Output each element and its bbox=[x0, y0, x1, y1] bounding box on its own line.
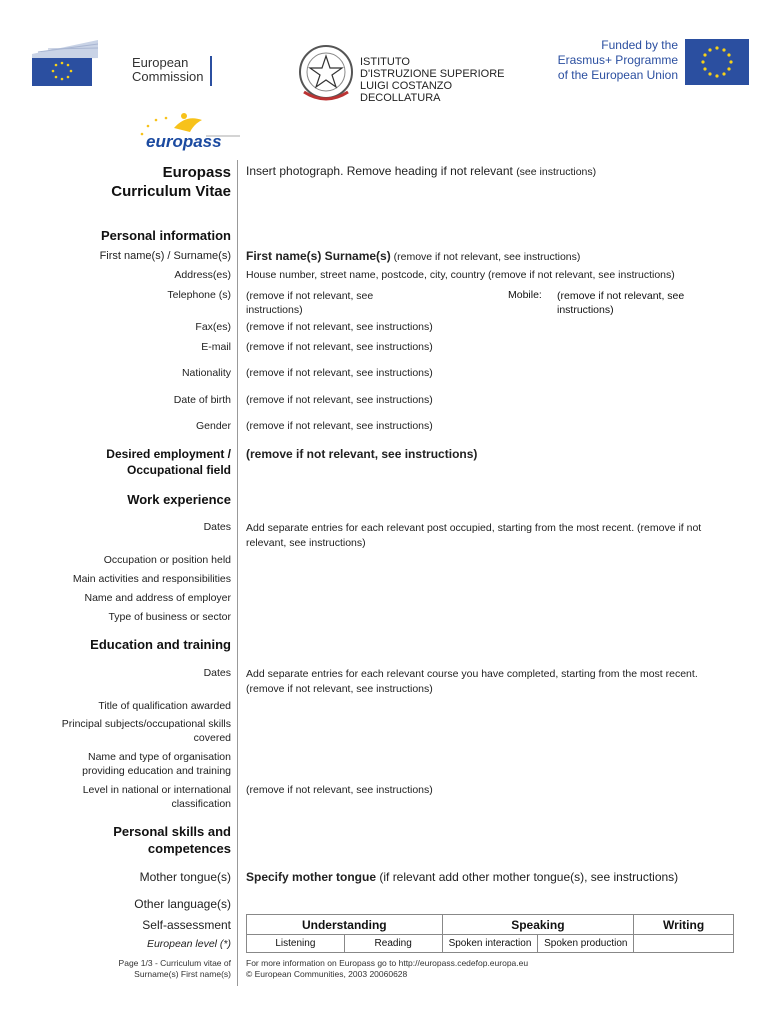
photo-note-text: Insert photograph. Remove heading if not relevant bbox=[246, 164, 513, 178]
education-heading: Education and training bbox=[90, 637, 231, 652]
ec-line1: European bbox=[132, 55, 189, 70]
nationality-value: (remove if not relevant, see instructions) bbox=[246, 367, 433, 379]
fax-label: Fax(es) bbox=[195, 321, 231, 333]
name-value-bold: First name(s) Surname(s) bbox=[246, 249, 391, 263]
mother-tongue-rest: (if relevant add other mother tongue(s), see instructions) bbox=[379, 870, 679, 884]
occupation-label: Occupation or position held bbox=[103, 554, 231, 566]
address-value: House number, street name, postcode, city, country (remove if not relevant, see instructions) bbox=[246, 269, 675, 281]
gender-value: (remove if not relevant, see instructions) bbox=[246, 420, 433, 432]
qualification-label: Title of qualification awarded bbox=[98, 700, 231, 712]
photo-note bbox=[246, 164, 596, 178]
writing-header: Writing bbox=[634, 915, 734, 935]
mother-tongue-label: Mother tongue(s) bbox=[139, 870, 231, 884]
edu-dates-label: Dates bbox=[203, 667, 231, 679]
europass-wordmark: europass bbox=[146, 132, 222, 151]
mother-tongue-bold: Specify mother tongue bbox=[246, 870, 377, 884]
activities-label: Main activities and responsibilities bbox=[72, 573, 231, 585]
reading-subheader: Reading bbox=[344, 935, 442, 953]
school-line4: DECOLLATURA bbox=[360, 92, 441, 104]
business-label: Type of business or sector bbox=[108, 611, 231, 623]
organisation-label: Name and type of organisation providing education and training bbox=[82, 751, 231, 777]
speaking-header: Speaking bbox=[442, 915, 634, 935]
subjects-label: Principal subjects/occupational skills covered bbox=[61, 718, 231, 744]
self-assessment-label: Self-assessment bbox=[142, 918, 231, 932]
level-label: Level in national or international classification bbox=[82, 784, 231, 810]
address-label: Address(es) bbox=[174, 269, 231, 281]
name-note: (remove if not relevant, see instructions) bbox=[393, 251, 581, 263]
school-line3: LUIGI COSTANZO bbox=[360, 80, 453, 92]
name-label: First name(s) / Surname(s) bbox=[99, 250, 231, 262]
erasmus-line1: Funded by the bbox=[601, 38, 678, 52]
mother-tongue-value bbox=[246, 870, 678, 884]
desired-heading-line1: Desired employment / bbox=[106, 447, 231, 461]
footer-page-line2: Surname(s) First name(s) bbox=[134, 969, 231, 979]
employer-label: Name and address of employer bbox=[84, 592, 231, 604]
other-language-label: Other language(s) bbox=[134, 897, 231, 911]
footer-page-info bbox=[119, 958, 231, 980]
language-table bbox=[246, 914, 734, 953]
cv-title-line1: Europass bbox=[162, 164, 231, 181]
telephone-value: (remove if not relevant, see instructions) bbox=[246, 290, 374, 316]
skills-heading-line1: Personal skills and bbox=[113, 824, 231, 839]
edu-dates-value: Add separate entries for each relevant course you have completed, starting from the most recent. (remove if not relevant, see instructions) bbox=[246, 668, 698, 695]
gender-label: Gender bbox=[195, 420, 231, 432]
european-level-label: European level (*) bbox=[146, 938, 231, 950]
europass-logo bbox=[134, 108, 240, 152]
school-line2: D'ISTRUZIONE SUPERIORE bbox=[360, 68, 505, 80]
ec-building-icon bbox=[28, 38, 98, 88]
eu-flag-icon bbox=[685, 39, 749, 85]
footer-page-line1: Page 1/3 - Curriculum vitae of bbox=[118, 958, 231, 968]
skills-heading-line2: competences bbox=[147, 841, 231, 856]
european-commission-logo bbox=[28, 38, 218, 88]
name-value bbox=[246, 249, 580, 263]
work-dates-value: Add separate entries for each relevant post occupied, starting from the most recent. (remove if not relevant, see instructions) bbox=[246, 522, 702, 549]
ec-line2: Commission bbox=[132, 69, 204, 84]
listening-subheader: Listening bbox=[247, 935, 345, 953]
fax-value: (remove if not relevant, see instructions) bbox=[246, 321, 433, 333]
understanding-header: Understanding bbox=[247, 915, 443, 935]
mobile-value: (remove if not relevant, see instructions) bbox=[557, 290, 685, 316]
mobile-label: Mobile: bbox=[508, 289, 542, 301]
cv-title-line2: Curriculum Vitae bbox=[111, 183, 231, 200]
email-label: E-mail bbox=[201, 341, 231, 353]
desired-value: (remove if not relevant, see instructions) bbox=[246, 447, 478, 461]
production-subheader: Spoken production bbox=[538, 935, 634, 953]
footer-info-line1: For more information on Europass go to http://europass.cedefop.europa.eu bbox=[246, 958, 529, 968]
footer-info-line2: © European Communities, 2003 20060628 bbox=[246, 969, 408, 979]
nationality-label: Nationality bbox=[181, 367, 231, 379]
column-divider bbox=[237, 160, 238, 986]
footer-info bbox=[246, 958, 528, 980]
interaction-subheader: Spoken interaction bbox=[442, 935, 538, 953]
work-heading: Work experience bbox=[127, 492, 231, 507]
work-dates-label: Dates bbox=[203, 521, 231, 533]
desired-heading-line2: Occupational field bbox=[126, 463, 231, 477]
erasmus-line3: of the European Union bbox=[557, 68, 678, 82]
personal-heading: Personal information bbox=[100, 228, 231, 243]
dob-value: (remove if not relevant, see instructions) bbox=[246, 394, 433, 406]
level-value: (remove if not relevant, see instructions) bbox=[246, 784, 433, 796]
italian-emblem-icon bbox=[296, 42, 356, 106]
telephone-label: Telephone (s) bbox=[167, 289, 231, 301]
school-line1: ISTITUTO bbox=[360, 56, 410, 68]
dob-label: Date of birth bbox=[173, 394, 231, 406]
writing-subheader-empty bbox=[634, 935, 734, 953]
email-value: (remove if not relevant, see instructions) bbox=[246, 341, 433, 353]
photo-note-small: (see instructions) bbox=[516, 166, 597, 178]
erasmus-line2: Erasmus+ Programme bbox=[557, 53, 678, 67]
